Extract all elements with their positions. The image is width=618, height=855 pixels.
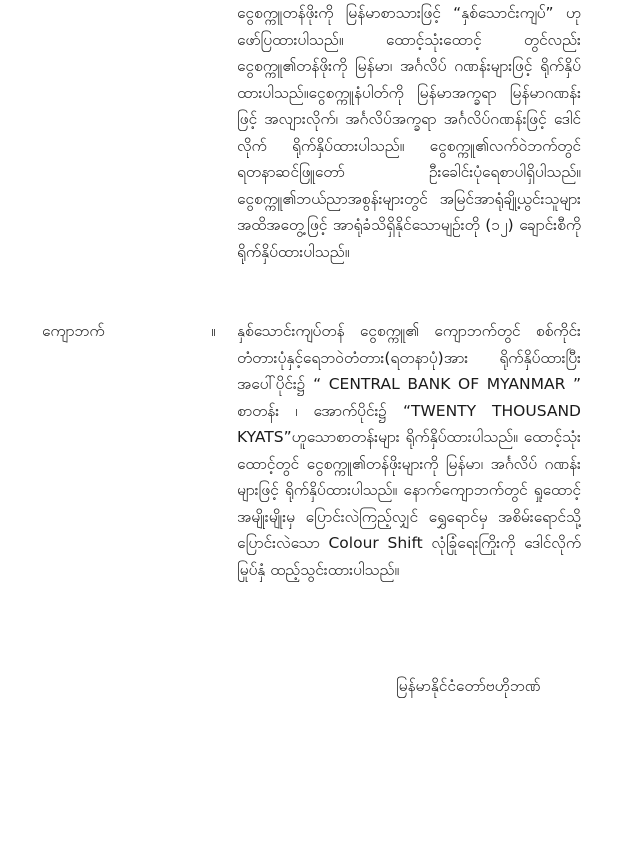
section-separator: ။	[211, 322, 216, 340]
paragraph-front-description: ငွေစက္ကူတန်ဖိုးကို မြန်မာစာသားဖြင့် “နှစ်သောင်းကျပ်” ဟု ဖော်ပြထားပါသည်။ ထောင့်သုံးထောင့် တွင်လည်းငွေစက္ကူ၏တန်ဖိုးကို မြန်မာ၊ အင်္ဂလိပ် ဂဏန်းများဖြင့် ရိုက်နှိပ်ထားပါသည်။ငွေစက္ကူနံပါတ်ကို မြန်မာအက္ခရာ မြန်မာဂဏန်းဖြင့် အလျားလိုက်၊ အင်္ဂလိပ်အက္ခရာ အင်္ဂလိပ်ဂဏန်းဖြင့် ဒေါင်လိုက် ရိုက်နှိပ်ထားပါသည်။ ငွေစက္ကူ၏လက်ဝဲဘက်တွင် ရတနာဆင်ဖြူတော် ဦးခေါင်းပုံရေစာပါရှိပါသည်။ ငွေစက္ကူ၏ဘယ်ညာအစွန်းများတွင် အမြင်အာရုံချို့ယွင်းသူများ အထိအတွေ့ဖြင့် အာရုံခံသိရှိနိုင်သောမျဉ်းတို (၁၂) ချောင်းစီကို ရိုက်နှိပ်ထားပါသည်။	[237, 4, 581, 261]
section-label-reverse: ကျောဘက်	[42, 322, 105, 340]
issuer-signature-line: မြန်မာနိုင်ငံတော်ဗဟိုဘဏ်	[396, 677, 541, 695]
paragraph-reverse-description: နှစ်သောင်းကျပ်တန် ငွေစက္ကူ၏ ကျောဘက်တွင် စစ်ကိုင်းတံတားပုံနှင့်ရေဘဝဲတံတား(ရတနာပုံ)အား ရိုက်နှိပ်ထားပြီး အပေါ်ပိုင်း၌ “ CENTRAL BANK OF MYANMAR ” စာတန်း ၊ အောက်ပိုင်း၌ “TWENTY THOUSAND KYATS”ဟူသောစာတန်းများ ရိုက်နှိပ်ထားပါသည်။ ထောင့်သုံးထောင့်တွင် ငွေစက္ကူ၏တန်ဖိုးများကို မြန်မာ၊ အင်္ဂလိပ် ဂဏန်းများဖြင့် ရိုက်နှိပ်ထားပါသည်။ နောက်ကျောဘက်တွင် ရှုထောင့်အမျိုးမျိုးမှ ပြောင်းလဲကြည့်လျှင် ရွှေရောင်မှ အစိမ်းရောင်သို့ ပြောင်းလဲသော Colour Shift လုံခြုံရေးကြိုးကို ဒေါင်လိုက် မြုပ်နှံ ထည့်သွင်းထားပါသည်။	[237, 322, 581, 579]
